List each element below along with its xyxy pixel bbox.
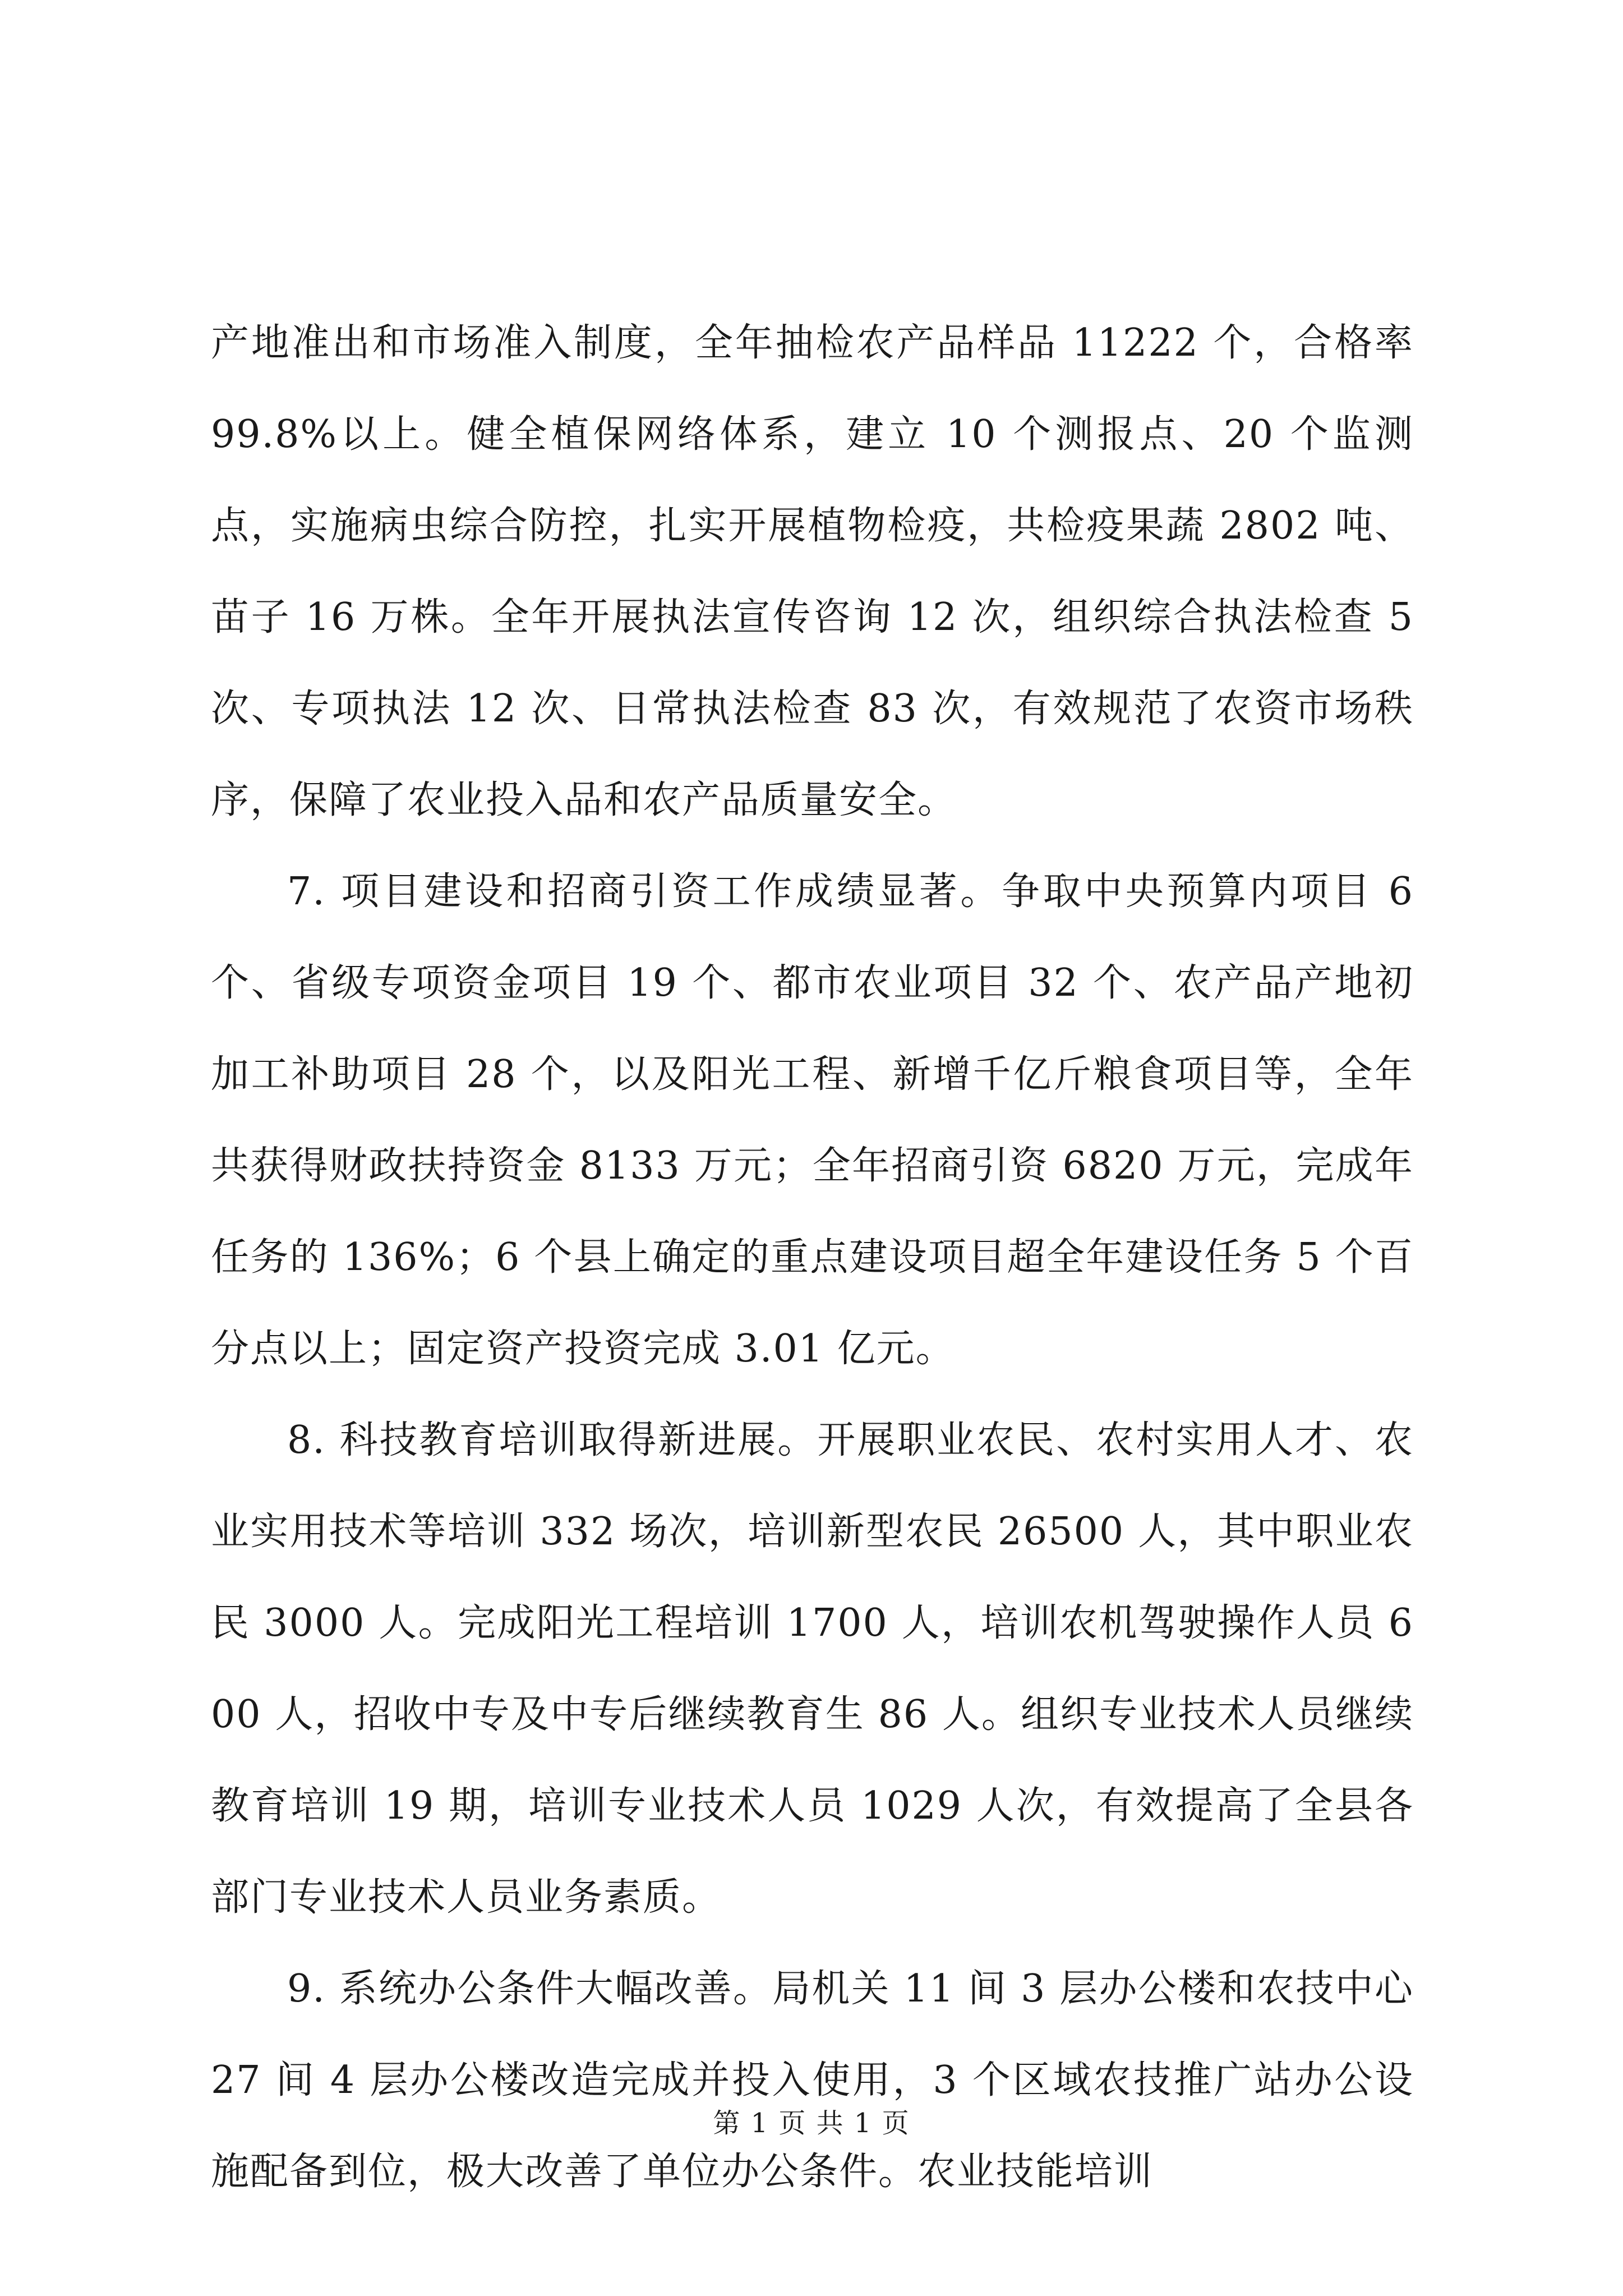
paragraph-item-8: 8. 科技教育培训取得新进展。开展职业农民、农村实用人才、农业实用技术等培训 332 场次，培训新型农民 26500 人，其中职业农民 3000 人。完成阳光工程培训 1700 人，培训农机驾驶操作人员 600 人，招收中专及中专后继续教育生 86 人。组织专业技术人员继续教育培训 19 期，培训专业技术人员 1029 人次，有效提高了全县各部门专业技术人员业务素质。 bbox=[211, 1418, 1414, 1920]
paragraph-continued: 产地准出和市场准入制度，全年抽检农产品样品 11222 个，合格率 99.8%以上。健全植保网络体系，建立 10 个测报点、20 个监测点，实施病虫综合防控，扎实开展植物检疫，共检疫果蔬 2802 吨、苗子 16 万株。全年开展执法宣传咨询 12 次，组织综合执法检查 5 次、专项执法 12 次、日常执法检查 83 次，有效规范了农资市场秩序，保障了农业投入品和农产品质量安全。 bbox=[211, 321, 1414, 822]
document-body bbox=[211, 297, 1414, 2217]
paragraph-item-7: 7. 项目建设和招商引资工作成绩显著。争取中央预算内项目 6 个、省级专项资金项目 19 个、都市农业项目 32 个、农产品产地初加工补助项目 28 个，以及阳光工程、新增千亿斤粮食项目等，全年共获得财政扶持资金 8133 万元；全年招商引资 6820 万元，完成年任务的 136%；6 个县上确定的重点建设项目超全年建设任务 5 个百分点以上；固定资产投资完成 3.01 亿元。 bbox=[211, 869, 1414, 1371]
page-footer: 第 1 页 共 1 页 bbox=[713, 2108, 910, 2139]
paragraph-item-9: 9. 系统办公条件大幅改善。局机关 11 间 3 层办公楼和农技中心 27 间 4 层办公楼改造完成并投入使用，3 个区域农技推广站办公设施配备到位，极大改善了单位办公条件。农业技能培训 bbox=[211, 1967, 1414, 2194]
